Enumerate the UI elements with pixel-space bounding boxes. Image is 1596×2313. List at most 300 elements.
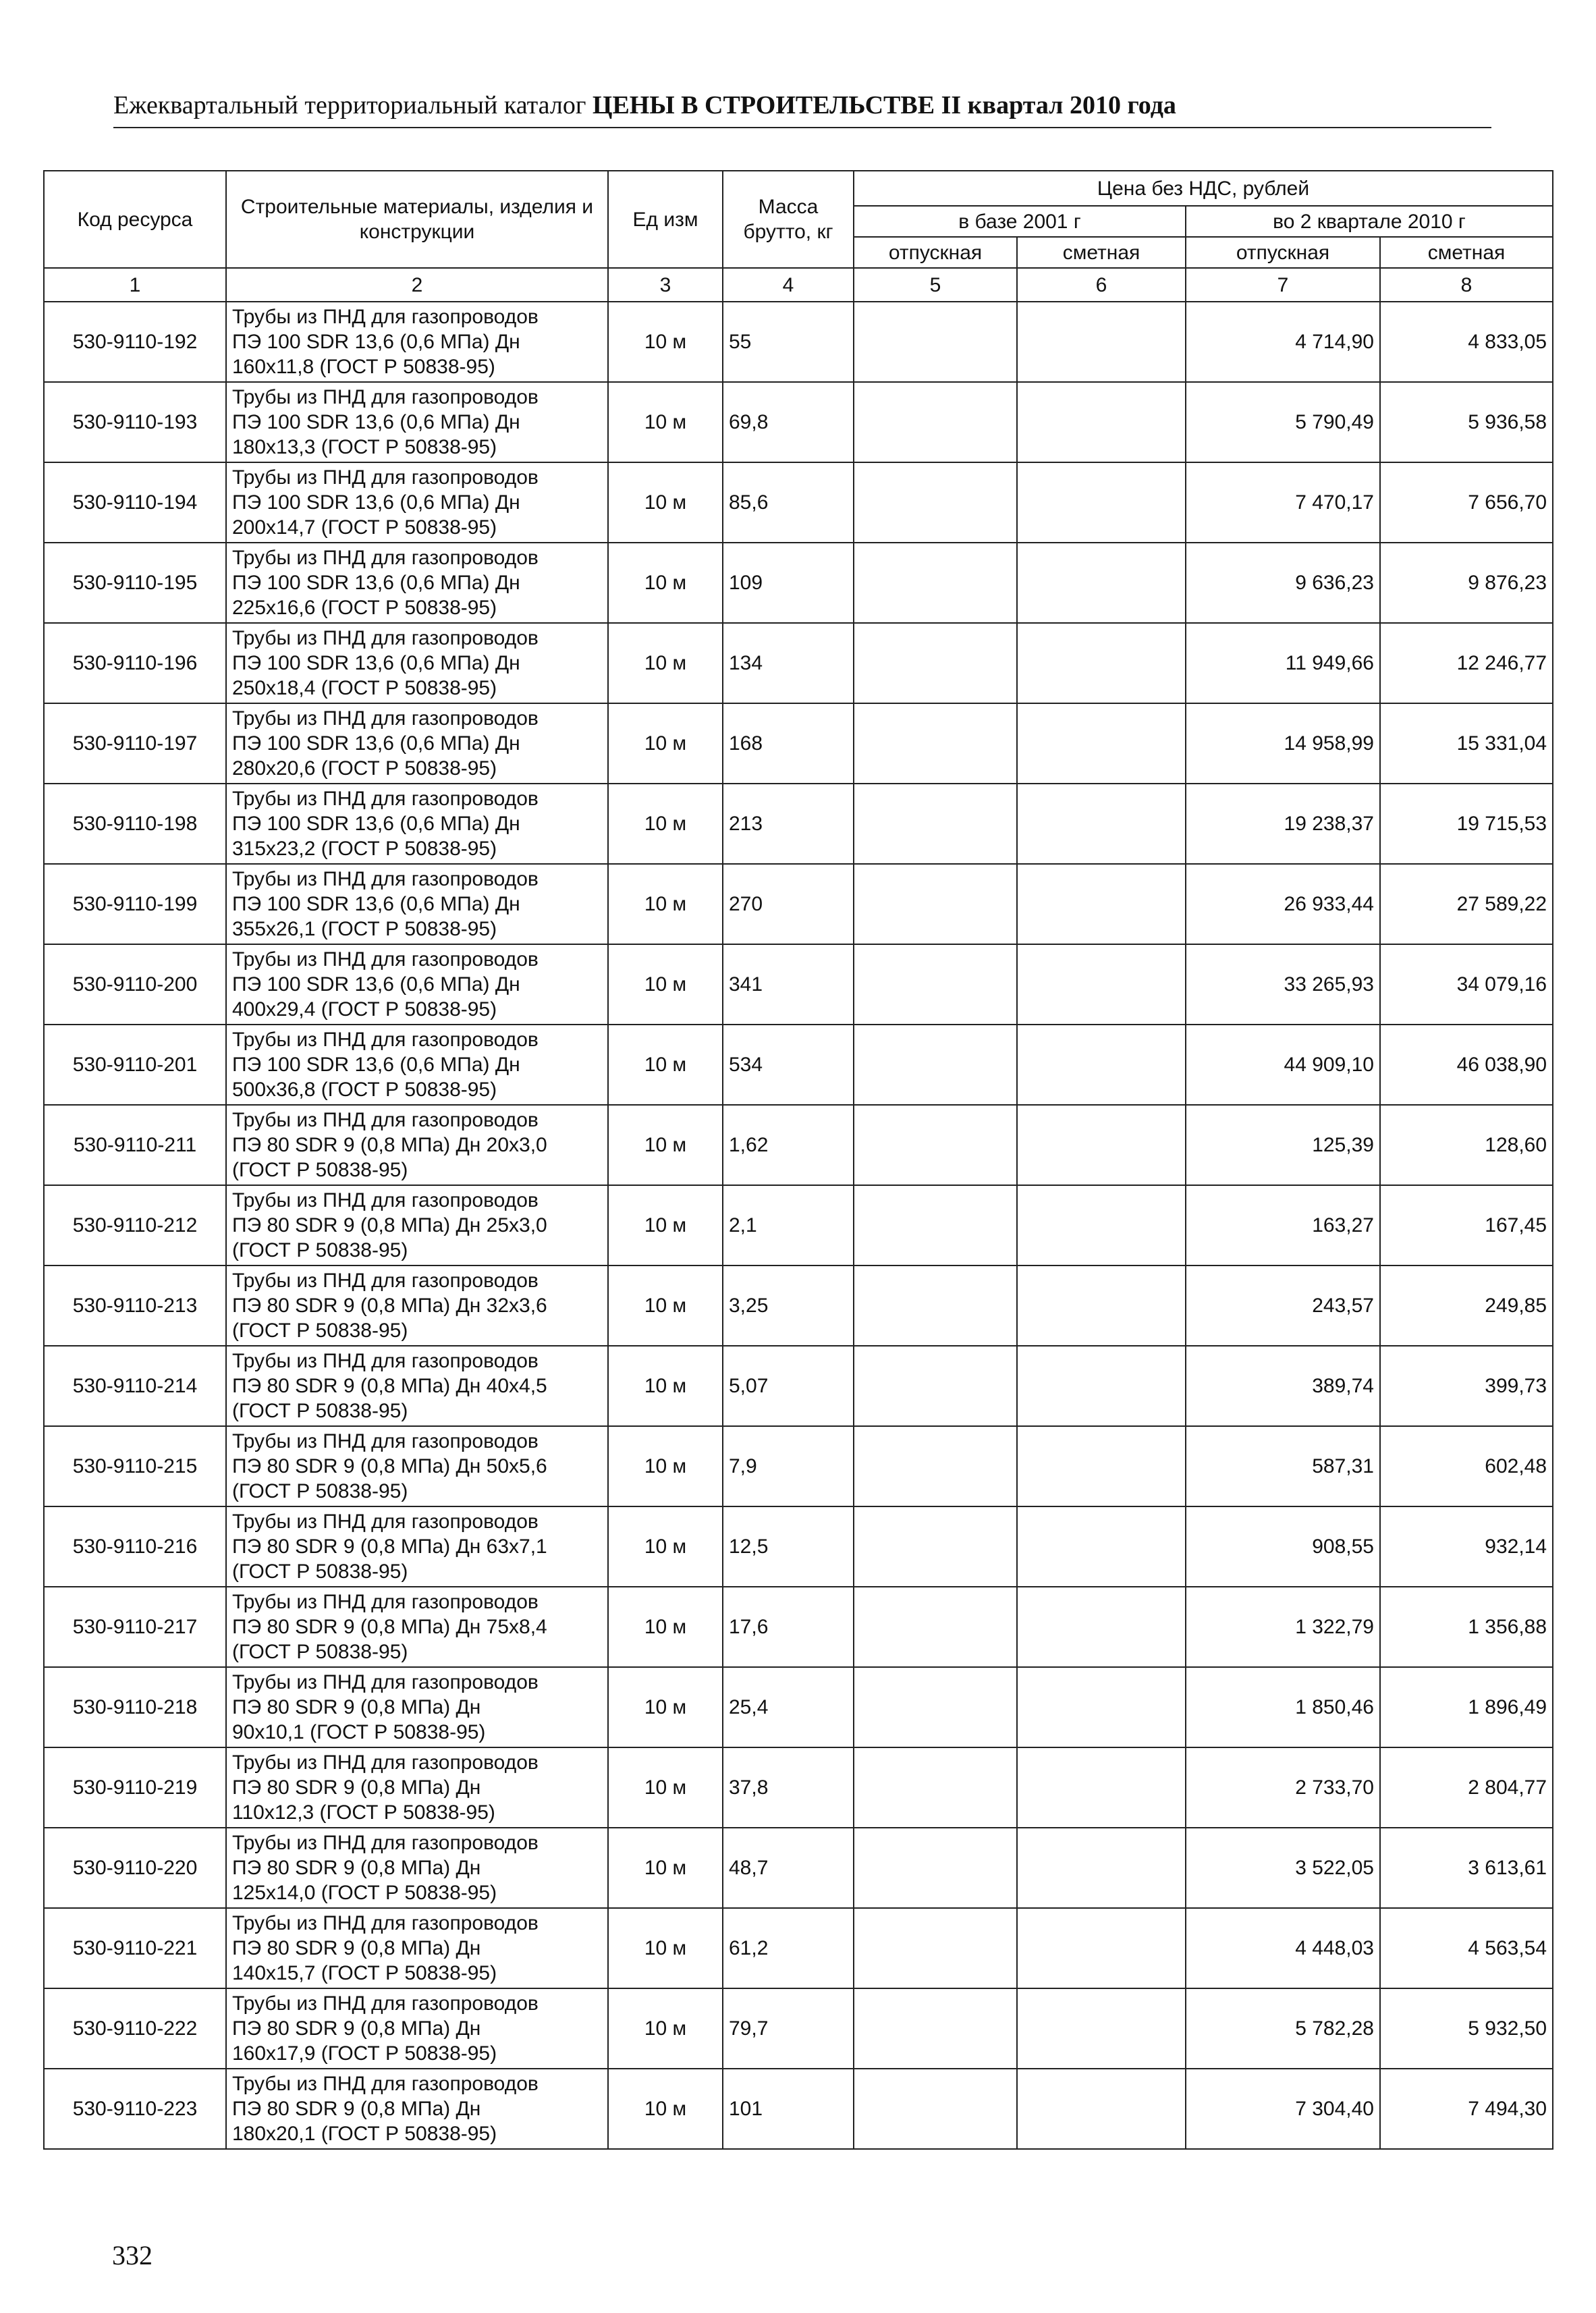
mass-cell: 134 (723, 623, 854, 703)
header-q2-estimate: сметная (1380, 237, 1553, 268)
table-row (44, 1988, 1553, 2069)
material-name-line: 355х26,1 (ГОСТ Р 50838-95) (232, 918, 497, 940)
material-name (226, 1828, 608, 1908)
estimate-price: 7 494,30 (1380, 2069, 1553, 2149)
base-estimate-price (1017, 1828, 1186, 1908)
base-estimate-price (1017, 1908, 1186, 1988)
unit-cell: 10 м (608, 1988, 723, 2069)
unit-cell: 10 м (608, 1346, 723, 1426)
unit-cell: 10 м (608, 623, 723, 703)
material-name (226, 1266, 608, 1346)
base-release-price (854, 543, 1017, 623)
base-estimate-price (1017, 1185, 1186, 1266)
base-estimate-price (1017, 302, 1186, 382)
base-estimate-price (1017, 1988, 1186, 2069)
material-name-line: Трубы из ПНД для газопроводов (232, 1751, 539, 1774)
material-name-line: Трубы из ПНД для газопроводов (232, 466, 539, 489)
estimate-price: 5 932,50 (1380, 1988, 1553, 2069)
catalog-name: Ежеквартальный территориальный каталог (113, 91, 586, 119)
base-release-price (854, 1747, 1017, 1828)
table-row (44, 543, 1553, 623)
base-estimate-price (1017, 382, 1186, 462)
estimate-price: 399,73 (1380, 1346, 1553, 1426)
release-price: 7 470,17 (1186, 462, 1380, 543)
release-price: 7 304,40 (1186, 2069, 1380, 2149)
base-estimate-price (1017, 462, 1186, 543)
material-name-line: Трубы из ПНД для газопроводов (232, 1992, 539, 2015)
release-price: 243,57 (1186, 1266, 1380, 1346)
estimate-price: 19 715,53 (1380, 784, 1553, 864)
mass-cell: 2,1 (723, 1185, 854, 1266)
material-name-line: Трубы из ПНД для газопроводов (232, 1270, 539, 1292)
estimate-price: 1 896,49 (1380, 1667, 1553, 1747)
material-name-line: ПЭ 80 SDR 9 (0,8 МПа) Дн (232, 1776, 481, 1799)
mass-cell: 3,25 (723, 1266, 854, 1346)
material-name-line: ПЭ 100 SDR 13,6 (0,6 МПа) Дн (232, 973, 520, 996)
base-estimate-price (1017, 1506, 1186, 1587)
base-release-price (854, 1828, 1017, 1908)
base-release-price (854, 1667, 1017, 1747)
material-name (226, 1747, 608, 1828)
material-name-line: (ГОСТ Р 50838-95) (232, 1400, 408, 1422)
base-estimate-price (1017, 543, 1186, 623)
base-estimate-price (1017, 944, 1186, 1025)
material-name-line: ПЭ 80 SDR 9 (0,8 МПа) Дн (232, 1696, 481, 1718)
table-row (44, 1346, 1553, 1426)
release-price: 2 733,70 (1186, 1747, 1380, 1828)
material-name (226, 1105, 608, 1185)
material-name-line: (ГОСТ Р 50838-95) (232, 1159, 408, 1181)
material-name-line: ПЭ 100 SDR 13,6 (0,6 МПа) Дн (232, 652, 520, 674)
material-name-line: (ГОСТ Р 50838-95) (232, 1239, 408, 1261)
material-name-line: ПЭ 80 SDR 9 (0,8 МПа) Дн (232, 1937, 481, 1959)
material-name-line: ПЭ 100 SDR 13,6 (0,6 МПа) Дн (232, 813, 520, 835)
estimate-price: 602,48 (1380, 1426, 1553, 1506)
header-base-estimate: сметная (1017, 237, 1186, 268)
material-name-line: Трубы из ПНД для газопроводов (232, 707, 539, 730)
material-name-line: ПЭ 80 SDR 9 (0,8 МПа) Дн 40х4,5 (232, 1375, 547, 1397)
material-name-line: ПЭ 100 SDR 13,6 (0,6 МПа) Дн (232, 572, 520, 594)
table-row (44, 2069, 1553, 2149)
estimate-price: 3 613,61 (1380, 1828, 1553, 1908)
unit-cell: 10 м (608, 1426, 723, 1506)
table-row (44, 703, 1553, 784)
unit-cell: 10 м (608, 1025, 723, 1105)
material-name-line: Трубы из ПНД для газопроводов (232, 948, 539, 971)
header-q2-release: отпускная (1186, 237, 1380, 268)
material-name-line: Трубы из ПНД для газопроводов (232, 1591, 539, 1613)
table-body (44, 302, 1553, 2149)
mass-cell: 48,7 (723, 1828, 854, 1908)
resource-code: 530-9110-223 (44, 2069, 226, 2149)
table-row (44, 1828, 1553, 1908)
material-name-line: Трубы из ПНД для газопроводов (232, 1430, 539, 1452)
material-name-line: 140х15,7 (ГОСТ Р 50838-95) (232, 1962, 497, 1984)
base-release-price (854, 1426, 1017, 1506)
material-name (226, 784, 608, 864)
resource-code: 530-9110-192 (44, 302, 226, 382)
table-row (44, 944, 1553, 1025)
release-price: 1 322,79 (1186, 1587, 1380, 1667)
material-name-line: Трубы из ПНД для газопроводов (232, 547, 539, 569)
header-q2-2010: во 2 квартале 2010 г (1186, 206, 1553, 237)
material-name-line: ПЭ 100 SDR 13,6 (0,6 МПа) Дн (232, 491, 520, 514)
unit-cell: 10 м (608, 382, 723, 462)
mass-cell: 5,07 (723, 1346, 854, 1426)
base-release-price (854, 703, 1017, 784)
header-material: Строительные материалы, изделия и конструкции (226, 171, 608, 268)
table-row (44, 1908, 1553, 1988)
estimate-price: 4 833,05 (1380, 302, 1553, 382)
material-name-line: (ГОСТ Р 50838-95) (232, 1319, 408, 1342)
header-base-release: отпускная (854, 237, 1017, 268)
column-number-row (44, 268, 1553, 302)
material-name-line: (ГОСТ Р 50838-95) (232, 1560, 408, 1583)
column-number: 8 (1380, 268, 1553, 302)
mass-cell: 12,5 (723, 1506, 854, 1587)
material-name (226, 1025, 608, 1105)
estimate-price: 27 589,22 (1380, 864, 1553, 944)
unit-cell: 10 м (608, 302, 723, 382)
estimate-price: 249,85 (1380, 1266, 1553, 1346)
resource-code: 530-9110-211 (44, 1105, 226, 1185)
material-name-line: 500х36,8 (ГОСТ Р 50838-95) (232, 1079, 497, 1101)
estimate-price: 1 356,88 (1380, 1587, 1553, 1667)
material-name-line: Трубы из ПНД для газопроводов (232, 1832, 539, 1854)
material-name (226, 1506, 608, 1587)
unit-cell: 10 м (608, 1506, 723, 1587)
material-name-line: 110х12,3 (ГОСТ Р 50838-95) (232, 1801, 495, 1824)
estimate-price: 9 876,23 (1380, 543, 1553, 623)
material-name-line: Трубы из ПНД для газопроводов (232, 2073, 539, 2095)
resource-code: 530-9110-197 (44, 703, 226, 784)
release-price: 587,31 (1186, 1426, 1380, 1506)
material-name-line: ПЭ 80 SDR 9 (0,8 МПа) Дн 63х7,1 (232, 1535, 547, 1558)
material-name-line: ПЭ 80 SDR 9 (0,8 МПа) Дн 20х3,0 (232, 1134, 547, 1156)
base-release-price (854, 1266, 1017, 1346)
table-row (44, 1426, 1553, 1506)
estimate-price: 46 038,90 (1380, 1025, 1553, 1105)
base-estimate-price (1017, 1266, 1186, 1346)
base-release-price (854, 784, 1017, 864)
material-name-line: Трубы из ПНД для газопроводов (232, 1671, 539, 1693)
estimate-price: 34 079,16 (1380, 944, 1553, 1025)
material-name-line: Трубы из ПНД для газопроводов (232, 1912, 539, 1934)
base-release-price (854, 1185, 1017, 1266)
base-estimate-price (1017, 703, 1186, 784)
mass-cell: 25,4 (723, 1667, 854, 1747)
material-name-line: (ГОСТ Р 50838-95) (232, 1641, 408, 1663)
unit-cell: 10 м (608, 784, 723, 864)
material-name-line: 125х14,0 (ГОСТ Р 50838-95) (232, 1882, 497, 1904)
table-row (44, 1667, 1553, 1747)
material-name-line: 160х11,8 (ГОСТ Р 50838-95) (232, 356, 495, 378)
base-release-price (854, 864, 1017, 944)
base-release-price (854, 1506, 1017, 1587)
material-name-line: 225х16,6 (ГОСТ Р 50838-95) (232, 597, 497, 619)
release-price: 4 448,03 (1186, 1908, 1380, 1988)
base-release-price (854, 1587, 1017, 1667)
table-row (44, 784, 1553, 864)
header-base-2001: в базе 2001 г (854, 206, 1186, 237)
mass-cell: 61,2 (723, 1908, 854, 1988)
column-number: 5 (854, 268, 1017, 302)
column-number: 2 (226, 268, 608, 302)
base-release-price (854, 944, 1017, 1025)
material-name-line: ПЭ 100 SDR 13,6 (0,6 МПа) Дн (232, 1054, 520, 1076)
material-name-line: 315х23,2 (ГОСТ Р 50838-95) (232, 838, 497, 860)
material-name (226, 1587, 608, 1667)
mass-cell: 7,9 (723, 1426, 854, 1506)
table-row (44, 1747, 1553, 1828)
base-estimate-price (1017, 1747, 1186, 1828)
release-price: 33 265,93 (1186, 944, 1380, 1025)
mass-cell: 341 (723, 944, 854, 1025)
release-price: 9 636,23 (1186, 543, 1380, 623)
material-name-line: 250х18,4 (ГОСТ Р 50838-95) (232, 677, 497, 699)
release-price: 163,27 (1186, 1185, 1380, 1266)
material-name-line: Трубы из ПНД для газопроводов (232, 306, 539, 328)
estimate-price: 7 656,70 (1380, 462, 1553, 543)
unit-cell: 10 м (608, 944, 723, 1025)
mass-cell: 270 (723, 864, 854, 944)
column-number: 4 (723, 268, 854, 302)
material-name-line: ПЭ 80 SDR 9 (0,8 МПа) Дн (232, 1857, 481, 1879)
release-price: 1 850,46 (1186, 1667, 1380, 1747)
material-name-line: ПЭ 100 SDR 13,6 (0,6 МПа) Дн (232, 893, 520, 915)
resource-code: 530-9110-218 (44, 1667, 226, 1747)
estimate-price: 2 804,77 (1380, 1747, 1553, 1828)
table-row (44, 1185, 1553, 1266)
material-name (226, 462, 608, 543)
base-release-price (854, 1105, 1017, 1185)
base-release-price (854, 1346, 1017, 1426)
base-release-price (854, 1025, 1017, 1105)
base-release-price (854, 2069, 1017, 2149)
resource-code: 530-9110-200 (44, 944, 226, 1025)
material-name (226, 944, 608, 1025)
table-row (44, 462, 1553, 543)
material-name-line: Трубы из ПНД для газопроводов (232, 627, 539, 649)
resource-code: 530-9110-199 (44, 864, 226, 944)
mass-cell: 17,6 (723, 1587, 854, 1667)
material-name-line: ПЭ 100 SDR 13,6 (0,6 МПа) Дн (232, 732, 520, 755)
material-name-line: Трубы из ПНД для газопроводов (232, 788, 539, 810)
table-row (44, 623, 1553, 703)
mass-cell: 213 (723, 784, 854, 864)
material-name-line: 90х10,1 (ГОСТ Р 50838-95) (232, 1721, 486, 1743)
material-name (226, 1346, 608, 1426)
material-name-line: ПЭ 80 SDR 9 (0,8 МПа) Дн (232, 2098, 481, 2120)
mass-cell: 69,8 (723, 382, 854, 462)
table-row (44, 1506, 1553, 1587)
material-name-line: (ГОСТ Р 50838-95) (232, 1480, 408, 1502)
material-name (226, 623, 608, 703)
material-name (226, 1185, 608, 1266)
material-name (226, 864, 608, 944)
resource-code: 530-9110-195 (44, 543, 226, 623)
resource-code: 530-9110-222 (44, 1988, 226, 2069)
material-name-line: ПЭ 80 SDR 9 (0,8 МПа) Дн 50х5,6 (232, 1455, 547, 1477)
resource-code: 530-9110-213 (44, 1266, 226, 1346)
base-release-price (854, 302, 1017, 382)
base-estimate-price (1017, 1346, 1186, 1426)
table-row (44, 382, 1553, 462)
column-number: 1 (44, 268, 226, 302)
base-release-price (854, 382, 1017, 462)
resource-code: 530-9110-214 (44, 1346, 226, 1426)
material-name-line: Трубы из ПНД для газопроводов (232, 1511, 539, 1533)
mass-cell: 1,62 (723, 1105, 854, 1185)
base-release-price (854, 1988, 1017, 2069)
mass-cell: 79,7 (723, 1988, 854, 2069)
base-estimate-price (1017, 1587, 1186, 1667)
unit-cell: 10 м (608, 864, 723, 944)
base-estimate-price (1017, 623, 1186, 703)
material-name-line: ПЭ 80 SDR 9 (0,8 МПа) Дн 32х3,6 (232, 1295, 547, 1317)
mass-cell: 101 (723, 2069, 854, 2149)
release-price: 5 790,49 (1186, 382, 1380, 462)
release-price: 3 522,05 (1186, 1828, 1380, 1908)
base-estimate-price (1017, 2069, 1186, 2149)
unit-cell: 10 м (608, 1105, 723, 1185)
header-mass: Масса брутто, кг (723, 171, 854, 268)
base-estimate-price (1017, 1025, 1186, 1105)
material-name-line: 160х17,9 (ГОСТ Р 50838-95) (232, 2042, 497, 2065)
material-name-line: ПЭ 100 SDR 13,6 (0,6 МПа) Дн (232, 331, 520, 353)
material-name-line: 400х29,4 (ГОСТ Р 50838-95) (232, 998, 497, 1021)
mass-cell: 37,8 (723, 1747, 854, 1828)
release-price: 19 238,37 (1186, 784, 1380, 864)
page-number: 332 (112, 2240, 153, 2270)
material-name-line: Трубы из ПНД для газопроводов (232, 1109, 539, 1131)
base-release-price (854, 1908, 1017, 1988)
header-code: Код ресурса (44, 171, 226, 268)
unit-cell: 10 м (608, 1908, 723, 1988)
resource-code: 530-9110-198 (44, 784, 226, 864)
base-estimate-price (1017, 1105, 1186, 1185)
estimate-price: 932,14 (1380, 1506, 1553, 1587)
table-row (44, 302, 1553, 382)
material-name-line: 180х20,1 (ГОСТ Р 50838-95) (232, 2123, 497, 2145)
release-price: 5 782,28 (1186, 1988, 1380, 2069)
unit-cell: 10 м (608, 1185, 723, 1266)
unit-cell: 10 м (608, 1828, 723, 1908)
material-name-line: Трубы из ПНД для газопроводов (232, 1029, 539, 1051)
base-release-price (854, 623, 1017, 703)
base-estimate-price (1017, 1667, 1186, 1747)
page-header (113, 90, 1491, 128)
release-price: 125,39 (1186, 1105, 1380, 1185)
material-name-line: Трубы из ПНД для газопроводов (232, 1350, 539, 1372)
material-name-line: Трубы из ПНД для газопроводов (232, 868, 539, 890)
unit-cell: 10 м (608, 543, 723, 623)
release-price: 26 933,44 (1186, 864, 1380, 944)
unit-cell: 10 м (608, 1747, 723, 1828)
material-name-line: ПЭ 100 SDR 13,6 (0,6 МПа) Дн (232, 411, 520, 433)
release-price: 44 909,10 (1186, 1025, 1380, 1105)
material-name (226, 302, 608, 382)
material-name-line: Трубы из ПНД для газопроводов (232, 386, 539, 408)
header-unit: Ед изм (608, 171, 723, 268)
table-row (44, 1587, 1553, 1667)
table-row (44, 864, 1553, 944)
material-name-line: 280х20,6 (ГОСТ Р 50838-95) (232, 757, 497, 780)
column-number: 7 (1186, 268, 1380, 302)
resource-code: 530-9110-201 (44, 1025, 226, 1105)
resource-code: 530-9110-212 (44, 1185, 226, 1266)
base-release-price (854, 462, 1017, 543)
material-name-line: ПЭ 80 SDR 9 (0,8 МПа) Дн 75х8,4 (232, 1616, 547, 1638)
estimate-price: 167,45 (1380, 1185, 1553, 1266)
base-estimate-price (1017, 784, 1186, 864)
resource-code: 530-9110-217 (44, 1587, 226, 1667)
material-name (226, 382, 608, 462)
material-name-line: ПЭ 80 SDR 9 (0,8 МПа) Дн 25х3,0 (232, 1214, 547, 1236)
material-name (226, 1667, 608, 1747)
column-number: 6 (1017, 268, 1186, 302)
release-price: 389,74 (1186, 1346, 1380, 1426)
unit-cell: 10 м (608, 2069, 723, 2149)
estimate-price: 15 331,04 (1380, 703, 1553, 784)
estimate-price: 12 246,77 (1380, 623, 1553, 703)
material-name (226, 1988, 608, 2069)
resource-code: 530-9110-194 (44, 462, 226, 543)
resource-code: 530-9110-216 (44, 1506, 226, 1587)
estimate-price: 128,60 (1380, 1105, 1553, 1185)
release-price: 11 949,66 (1186, 623, 1380, 703)
unit-cell: 10 м (608, 703, 723, 784)
resource-code: 530-9110-221 (44, 1908, 226, 1988)
price-table (43, 170, 1553, 2150)
resource-code: 530-9110-215 (44, 1426, 226, 1506)
base-estimate-price (1017, 864, 1186, 944)
table-row (44, 1105, 1553, 1185)
mass-cell: 168 (723, 703, 854, 784)
release-price: 4 714,90 (1186, 302, 1380, 382)
material-name-line: 200х14,7 (ГОСТ Р 50838-95) (232, 516, 497, 539)
table-row (44, 1266, 1553, 1346)
material-name (226, 1426, 608, 1506)
release-price: 14 958,99 (1186, 703, 1380, 784)
material-name-line: Трубы из ПНД для газопроводов (232, 1189, 539, 1212)
release-price: 908,55 (1186, 1506, 1380, 1587)
mass-cell: 85,6 (723, 462, 854, 543)
resource-code: 530-9110-196 (44, 623, 226, 703)
unit-cell: 10 м (608, 1587, 723, 1667)
material-name (226, 1908, 608, 1988)
base-estimate-price (1017, 1426, 1186, 1506)
header-price-group: Цена без НДС, рублей (854, 171, 1553, 206)
mass-cell: 109 (723, 543, 854, 623)
resource-code: 530-9110-219 (44, 1747, 226, 1828)
material-name (226, 2069, 608, 2149)
material-name-line: 180х13,3 (ГОСТ Р 50838-95) (232, 436, 497, 458)
estimate-price: 5 936,58 (1380, 382, 1553, 462)
estimate-price: 4 563,54 (1380, 1908, 1553, 1988)
unit-cell: 10 м (608, 1266, 723, 1346)
material-name (226, 543, 608, 623)
mass-cell: 534 (723, 1025, 854, 1105)
mass-cell: 55 (723, 302, 854, 382)
table-row (44, 1025, 1553, 1105)
column-number: 3 (608, 268, 723, 302)
material-name (226, 703, 608, 784)
material-name-line: ПЭ 80 SDR 9 (0,8 МПа) Дн (232, 2017, 481, 2040)
resource-code: 530-9110-193 (44, 382, 226, 462)
unit-cell: 10 м (608, 1667, 723, 1747)
catalog-title: ЦЕНЫ В СТРОИТЕЛЬСТВЕ II квартал 2010 года (592, 91, 1176, 119)
